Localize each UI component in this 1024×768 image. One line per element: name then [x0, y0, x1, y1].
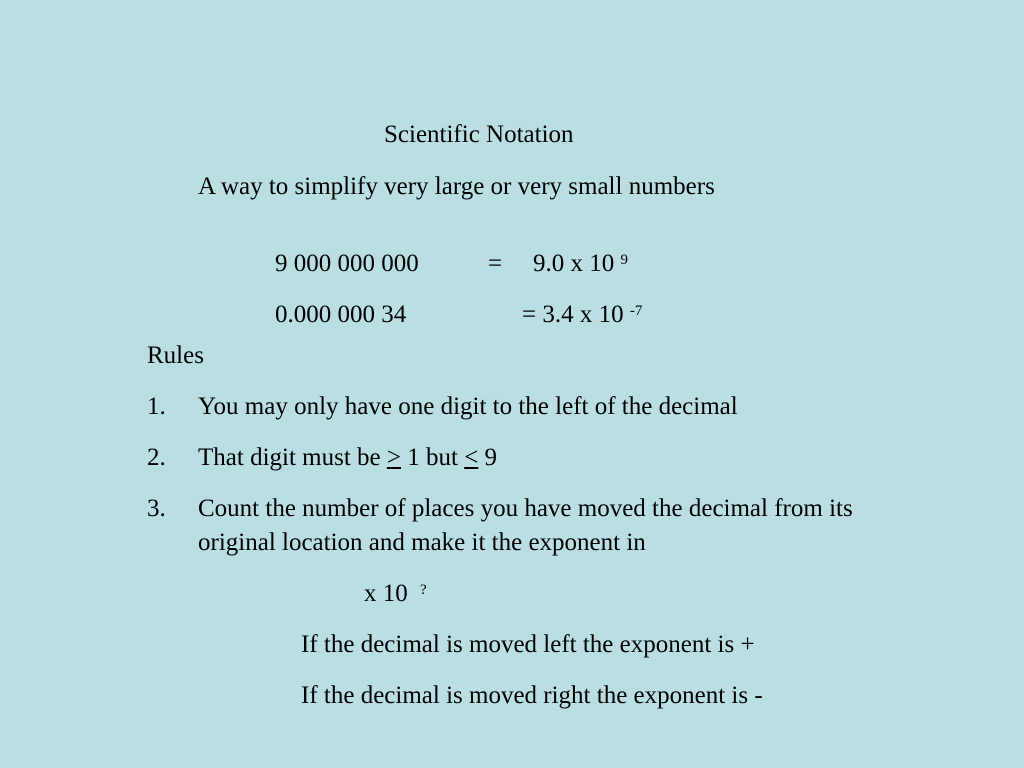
example-1-number: 9 000 000 000: [275, 250, 419, 277]
rules-heading: Rules: [147, 342, 204, 369]
example-2-result: [522, 300, 642, 330]
rule-1-number: 1.: [147, 393, 166, 420]
example-1-equals: =: [488, 250, 503, 277]
rule-1-text: You may only have one digit to the left of the decimal: [198, 393, 738, 420]
exponent-form-base: x 10: [364, 580, 408, 607]
greater-than-or-equal-symbol: >: [386, 444, 401, 471]
rule-2-number: 2.: [147, 444, 166, 471]
example-1-exponent: 9: [620, 252, 628, 268]
example-1-mantissa: 9.0 x 10: [533, 250, 615, 277]
exponent-form: [364, 579, 427, 609]
example-1-result: [533, 249, 628, 279]
rule-3-text-line-2: original location and make it the exponent in: [198, 529, 646, 556]
less-than-or-equal-symbol: <: [464, 444, 479, 471]
rule-3-number: 3.: [147, 495, 166, 522]
slide-title: Scientific Notation: [384, 121, 574, 148]
exponent-form-placeholder: ?: [420, 582, 427, 598]
example-2-equals-mantissa: = 3.4 x 10: [522, 301, 624, 328]
note-moved-left: If the decimal is moved left the exponent is +: [301, 631, 755, 658]
slide-subtitle: A way to simplify very large or very small numbers: [198, 173, 715, 200]
note-moved-right: If the decimal is moved right the exponent is -: [301, 682, 763, 709]
example-2-number: 0.000 000 34: [275, 301, 407, 328]
example-2-exponent: -7: [629, 303, 643, 319]
rule-2-text: That digit must be > 1 but < 9: [198, 444, 498, 471]
rule-3-text-line-1: Count the number of places you have moved the decimal from its: [198, 495, 853, 522]
